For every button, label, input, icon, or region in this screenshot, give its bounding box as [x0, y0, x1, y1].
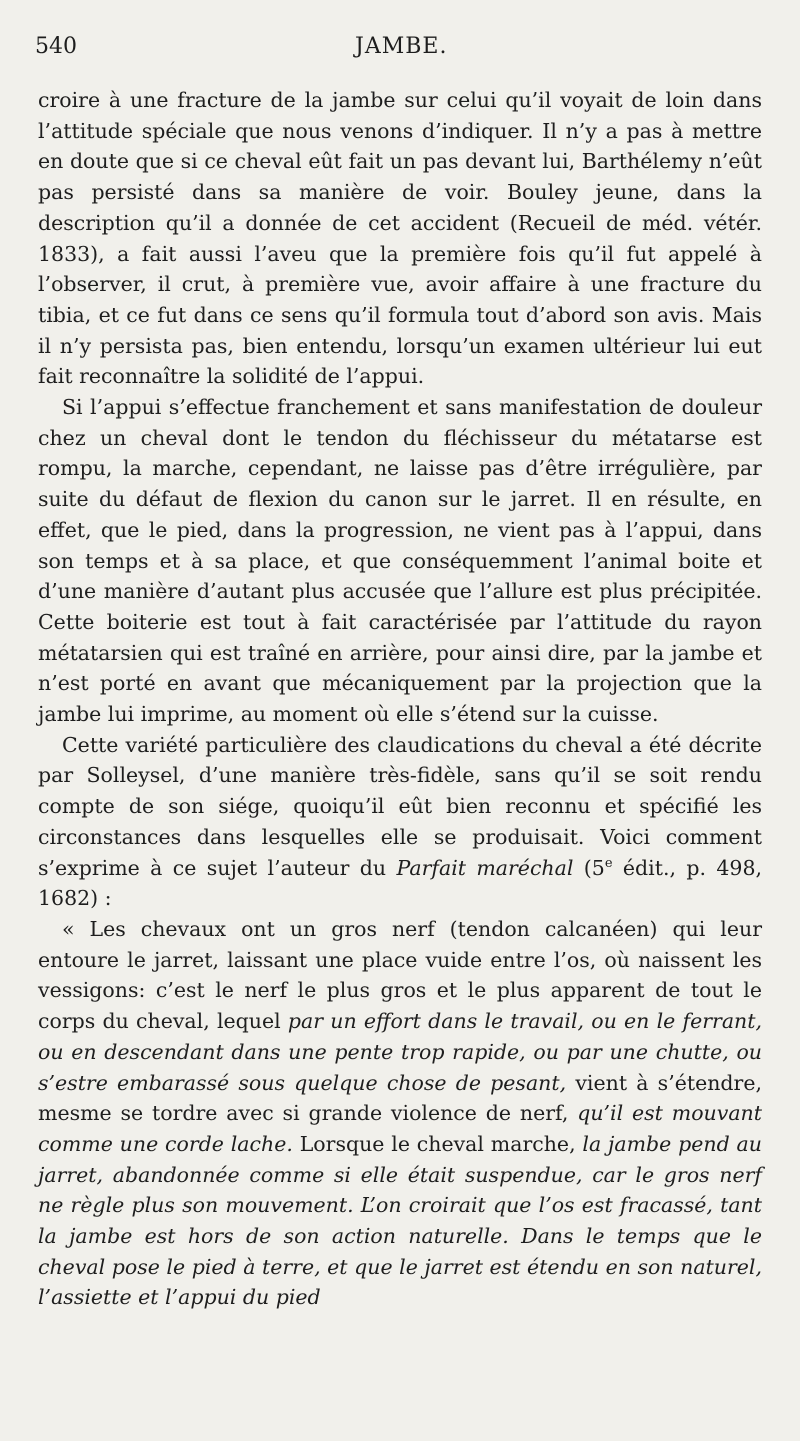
text-run: Si l’appui s’effectue franchement et sans manifestation de douleur chez un cheval dont le tendon du fléchisseur du métatarse est rompu, la marche, cependant, ne laisse pas d’être irrégulière, par suite du défaut de flexion du canon sur le jarret. Il en résulte, en effet, que le pied, dans la progression, ne vient pas à l’appui, dans son temps et à sa place, et que conséquemment l’animal boite et d’une manière d’autant plus accusée que l’allure est plus précipitée. Cette boiterie est tout à fait caractérisée par l’attitude du rayon métatarsien qui est traîné en arrière, pour ainsi dire, par la jambe et n’est porté en avant que mécaniquement par la projection que la jambe lui imprime, au moment où elle s’étend sur la cuisse.: [38, 395, 762, 727]
paragraph-continuation: [38, 85, 762, 392]
italic-run: par un effort dans le travail, ou en le ferrant, ou en descendant dans une pente trop rapide, ou par une chutte, ou s’estre embarassé sous quelque chose de pesant,: [38, 1009, 762, 1095]
italic-run: qu’il est mouvant comme une corde lache.: [38, 1101, 762, 1156]
page-body: [38, 85, 762, 1313]
italic-run: la jambe pend au jarret, abandonnée comme si elle était suspendue, car le gros nerf ne règle plus son mouvement. L’on croirait que l’os est fracassé, tant la jambe est hors de son action naturelle. Dans le temps que le cheval pose le pied à terre, et que le jarret est étendu en son naturel, l’assiette et l’appui du pied: [38, 1131, 762, 1310]
running-title: JAMBE.: [355, 34, 448, 59]
paragraph-solleysel: [38, 730, 762, 914]
paragraph-quotation: [38, 914, 762, 1313]
text-run: vient à s’étendre, mesme se tordre avec si grande violence de nerf,: [38, 1070, 762, 1126]
text-run: Lorsque le cheval marche,: [292, 1131, 583, 1156]
text-run: édit., p. 498, 1682) :: [38, 855, 763, 911]
superscript: e: [604, 855, 613, 871]
page-header: [0, 34, 800, 64]
text-run: (5: [573, 855, 605, 880]
page-number: 540: [35, 34, 77, 59]
text-run: croire à une fracture de la jambe sur celui qu’il voyait de loin dans l’attitude spéciale que nous venons d’indiquer. Il n’y a pas à mettre en doute que si ce cheval eût fait un pas devant lui, Barthélemy n’eût pas persisté dans sa manière de voir. Bouley jeune, dans la description qu’il a donnée de cet accident (Recueil de méd. vétér. 1833), a fait aussi l’aveu que la première fois qu’il fut appelé à l’observer, il crut, à première vue, avoir affaire à une fracture du tibia, et ce fut dans ce sens qu’il formula tout d’abord son avis. Mais il n’y persista pas, bien entendu, lorsqu’un examen ultérieur lui eut fait reconnaître la solidité de l’appui.: [38, 88, 762, 389]
book-title: Parfait maréchal: [396, 855, 574, 880]
text-run: Cette variété particulière des claudications du cheval a été décrite par Solleysel, d’une manière très-fidèle, sans qu’il se soit rendu compte de son siége, quoiqu’il eût bien reconnu et spécifié les circonstances dans lesquelles elle se produisait. Voici comment s’exprime à ce sujet l’auteur du: [38, 732, 762, 880]
text-run: « Les chevaux ont un gros nerf (tendon calcanéen) qui leur entoure le jarret, laissant une place vuide entre l’os, où naissent les vessigons: c’est le nerf le plus gros et le plus apparent de tout le corps du cheval, lequel: [38, 916, 762, 1034]
paragraph-gait-description: [38, 392, 762, 730]
